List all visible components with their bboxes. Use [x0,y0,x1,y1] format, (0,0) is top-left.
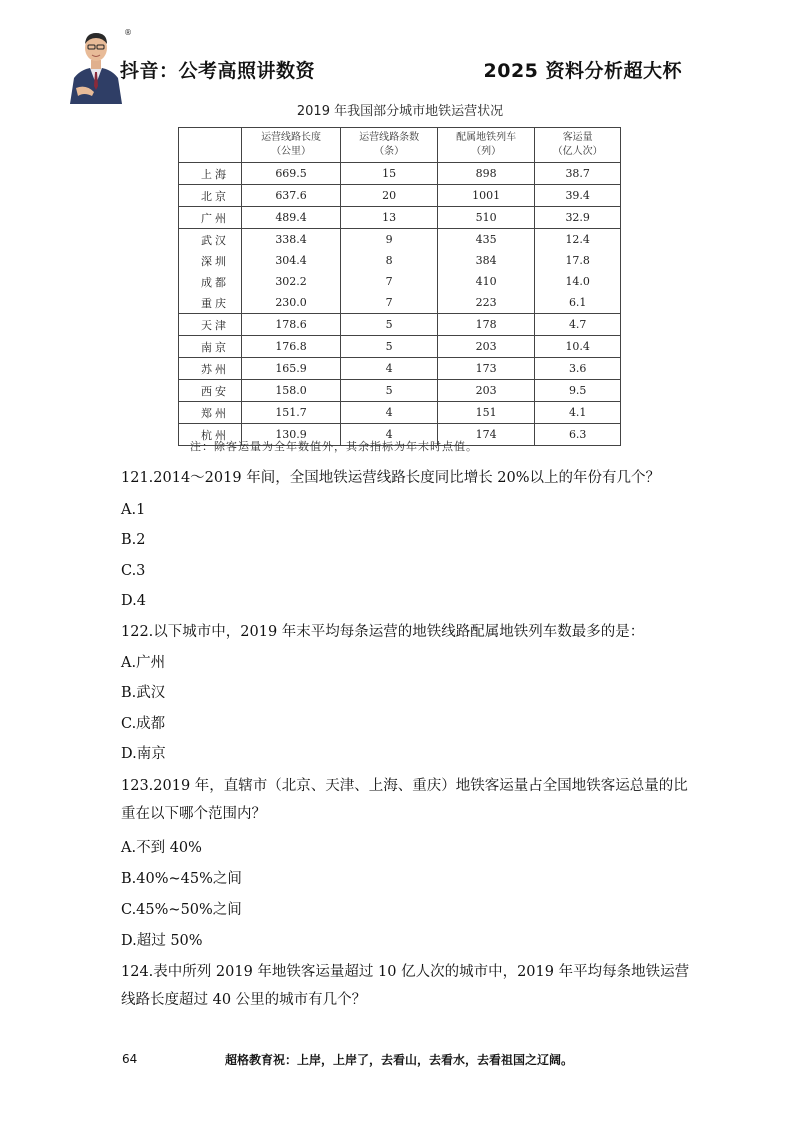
table-cell: 176.8 [241,336,341,358]
table-cell: 410 [437,271,535,292]
table-cell: 9 [341,229,438,251]
metro-table [178,127,621,446]
table-cell: 4.7 [535,314,621,336]
question-122-stem: 122.以下城市中，2019 年末平均每条运营的地铁线路配属地铁列车数最多的是： [121,624,645,640]
table-cell: 151.7 [241,402,341,424]
table-cell: 435 [437,229,535,251]
table-cell: 天津 [179,314,242,336]
table-cell: 203 [437,380,535,402]
table-cell: 苏州 [179,358,242,380]
table-cell: 489.4 [241,207,341,229]
table-note: 注：除客运量为全年数值外，其余指标为年末时点值。 [190,440,478,453]
table-cell: 杭州 [179,424,242,446]
table-cell: 3.6 [535,358,621,380]
table-cell: 223 [437,292,535,314]
table-row [179,271,621,292]
table-cell: 669.5 [241,163,341,185]
table-cell: 178 [437,314,535,336]
table-cell: 384 [437,250,535,271]
question-121-option-b: B.2 [121,532,146,548]
page-header [0,0,800,110]
table-cell: 12.4 [535,229,621,251]
question-121-option-c: C.3 [121,563,146,579]
registered-mark: ® [124,28,132,37]
table-cell: 13 [341,207,438,229]
table-cell: 898 [437,163,535,185]
table-row [179,314,621,336]
table-cell: 5 [341,380,438,402]
table-row [179,207,621,229]
table-row [179,292,621,314]
table-row [179,402,621,424]
page-number: 64 [122,1052,138,1066]
table-cell: 4 [341,424,438,446]
table-cell: 6.1 [535,292,621,314]
question-123-option-d: D.超过 50% [121,933,203,949]
header-cell: 运营线路长度 （公里） [241,128,341,163]
table-cell: 32.9 [535,207,621,229]
question-121-option-a: A.1 [121,502,146,518]
table-cell: 4.1 [535,402,621,424]
table-cell: 南京 [179,336,242,358]
table-cell: 7 [341,271,438,292]
presenter-avatar [66,26,126,104]
footer-motto: 超格教育祝：上岸，上岸了，去看山，去看水，去看祖国之辽阔。 [225,1053,574,1067]
table-cell: 130.9 [241,424,341,446]
table-cell: 637.6 [241,185,341,207]
question-123-option-b: B.40%~45%之间 [121,871,242,887]
table-cell: 510 [437,207,535,229]
table-header-row [179,128,621,163]
table-cell: 10.4 [535,336,621,358]
question-121-option-d: D.4 [121,593,146,609]
header-cell: 运营线路条数 （条） [341,128,438,163]
table-cell: 4 [341,402,438,424]
table-cell: 178.6 [241,314,341,336]
table-cell: 6.3 [535,424,621,446]
table-cell: 9.5 [535,380,621,402]
table-cell: 成都 [179,271,242,292]
table-cell: 深圳 [179,250,242,271]
question-123-stem: 123.2019 年，直辖市（北京、天津、上海、重庆）地铁客运量占全国地铁客运总量的比重在以下哪个范围内？ [121,778,688,822]
table-row [179,163,621,185]
table-cell: 1001 [437,185,535,207]
table-cell: 武汉 [179,229,242,251]
table-row [179,336,621,358]
table-cell: 230.0 [241,292,341,314]
table-cell: 4 [341,358,438,380]
table-cell: 20 [341,185,438,207]
table-cell: 304.4 [241,250,341,271]
header-book-title: 2025 资料分析超大杯 [483,60,682,82]
table-cell: 5 [341,336,438,358]
table-cell: 8 [341,250,438,271]
table-cell: 西安 [179,380,242,402]
table-cell: 165.9 [241,358,341,380]
table-cell: 7 [341,292,438,314]
question-122-option-d: D.南京 [121,746,166,762]
question-124-stem: 124.表中所列 2019 年地铁客运量超过 10 亿人次的城市中，2019 年平均每条地铁运营线路长度超过 40 公里的城市有几个？ [121,964,690,1008]
table-row [179,380,621,402]
table-cell: 17.8 [535,250,621,271]
table-cell: 上海 [179,163,242,185]
table-row [179,358,621,380]
table-cell: 5 [341,314,438,336]
table-cell: 338.4 [241,229,341,251]
header-cell: 配属地铁列车 （列） [437,128,535,163]
table-cell: 174 [437,424,535,446]
question-122-option-a: A.广州 [121,655,166,671]
table-row [179,185,621,207]
table-cell: 38.7 [535,163,621,185]
table-cell: 15 [341,163,438,185]
table-cell: 北京 [179,185,242,207]
table-cell: 302.2 [241,271,341,292]
table-cell: 14.0 [535,271,621,292]
table-row [179,250,621,271]
header-channel-title: 抖音：公考高照讲数资 [120,60,316,82]
question-123-option-a: A.不到 40% [121,840,202,856]
table-cell: 151 [437,402,535,424]
table-cell: 173 [437,358,535,380]
header-cell: 客运量 （亿人次） [535,128,621,163]
table-cell: 广州 [179,207,242,229]
table-cell: 郑州 [179,402,242,424]
header-cell [179,128,242,163]
question-122-option-c: C.成都 [121,716,166,732]
table-cell: 203 [437,336,535,358]
question-123-option-c: C.45%~50%之间 [121,902,242,918]
table-title: 2019 年我国部分城市地铁运营状况 [296,104,504,119]
table-cell: 重庆 [179,292,242,314]
question-121-stem: 121.2014～2019 年间，全国地铁运营线路长度同比增长 20%以上的年份有几个？ [121,470,661,486]
question-122-option-b: B.武汉 [121,685,166,701]
table-cell: 39.4 [535,185,621,207]
table-cell: 158.0 [241,380,341,402]
table-row [179,229,621,251]
